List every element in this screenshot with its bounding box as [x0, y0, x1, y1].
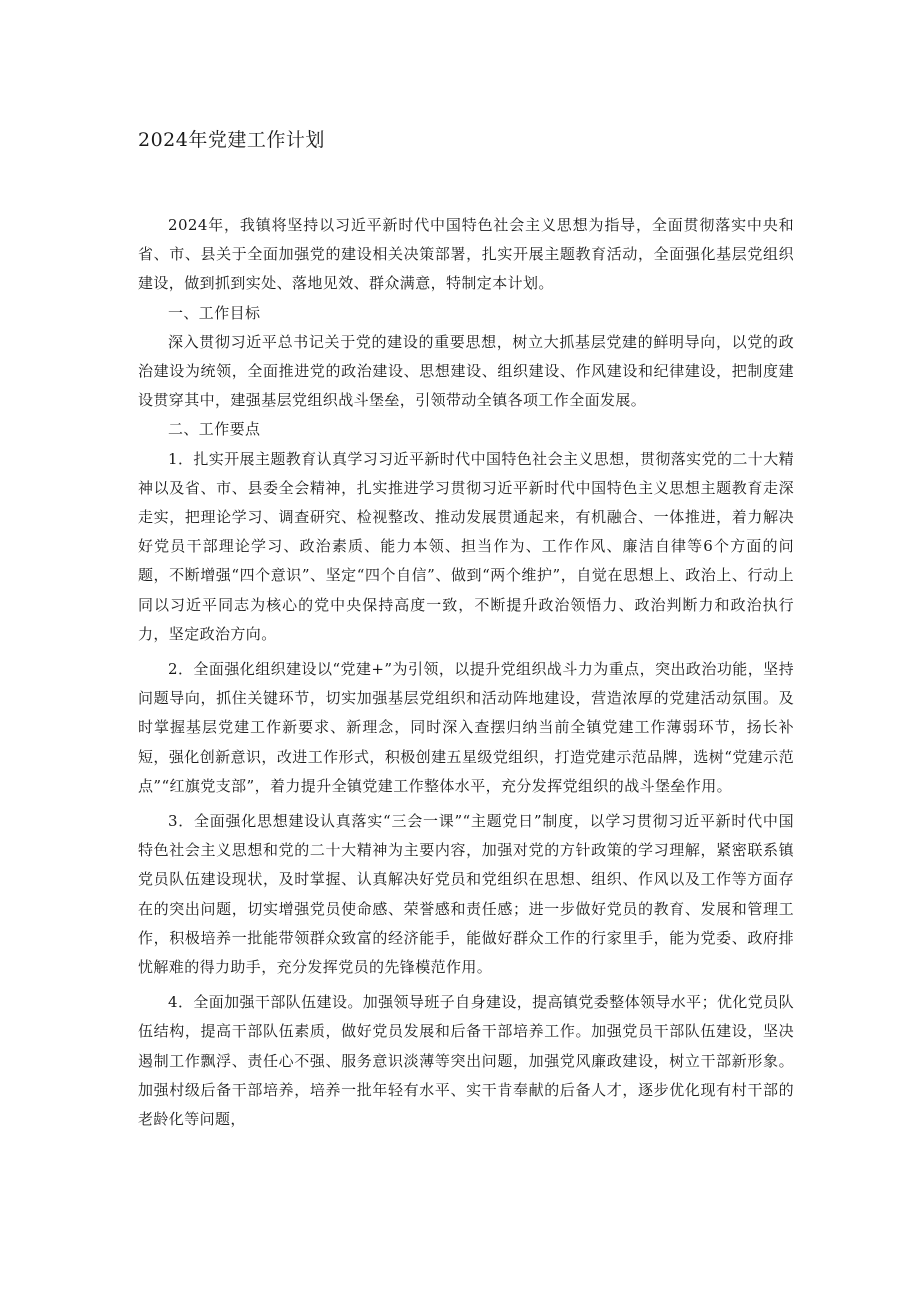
key-point-3: 3．全面强化思想建设认真落实“三会一课”“主题党日”制度，以学习贯彻习近平新时代中国特色社会主义思想和党的二十大精神为主要内容，加强对党的方针政策的学习理解，紧密联系镇党员队伍建设现状，及时掌握、认真解决好党员和党组织在思想、组织、作风以及工作等方面存在的突出问题，切实增强党员使命感、荣誉感和责任感；进一步做好党员的教育、发展和管理工作，积极培养一批能带领群众致富的经济能手，能做好群众工作的行家里手，能为党委、政府排忧解难的得力助手，充分发挥党员的先锋模范作用。 [138, 812, 794, 977]
goals-paragraph: 深入贯彻习近平总书记关于党的建设的重要思想，树立大抓基层党建的鲜明导向，以党的政治建设为统领，全面推进党的政治建设、思想建设、组织建设、作风建设和纪律建设，把制度建设贯穿其中，建强基层党组织战斗堡垒，引领带动全镇各项工作全面发展。 [138, 332, 794, 410]
intro-paragraph: 2024年，我镇将坚持以习近平新时代中国特色社会主义思想为指导，全面贯彻落实中央和省、市、县关于全面加强党的建设相关决策部署，扎实开展主题教育活动，全面强化基层党组织建设，做到抓到实处、落地见效、群众满意，特制定本计划。 [138, 216, 794, 293]
key-point-2: 2．全面强化组织建设以“党建+”为引领，以提升党组织战斗力为重点，突出政治功能，坚持问题导向，抓住关键环节，切实加强基层党组织和活动阵地建设，营造浓厚的党建活动氛围。及时掌握基层党建工作新要求、新理念，同时深入查摆归纳当前全镇党建工作薄弱环节，扬长补短，强化创新意识，改进工作形式，积极创建五星级党组织，打造党建示范品牌，选树“党建示范点”“红旗党支部”，着力提升全镇党建工作整体水平，充分发挥党组织的战斗堡垒作用。 [138, 660, 794, 795]
section-heading-goals: 一、工作目标 [168, 303, 261, 322]
key-point-1: 1．扎实开展主题教育认真学习习近平新时代中国特色社会主义思想，贯彻落实党的二十大精神以及省、市、县委全会精神，扎实推进学习贯彻习近平新时代中国特色主义思想主题教育走深走实，把理论学习、调查研究、检视整改、推动发展贯通起来，有机融合、一体推进，着力解决好党员干部理论学习、政治素质、能力本领、担当作为、工作作风、廉洁自律等6个方面的问题，不断增强“四个意识”、坚定“四个自信”、做到“两个维护”，自觉在思想上、政治上、行动上同以习近平同志为核心的党中央保持高度一致，不断提升政治领悟力、政治判断力和政治执行力，坚定政治方向。 [138, 449, 794, 643]
key-point-4: 4．全面加强干部队伍建设。加强领导班子自身建设，提高镇党委整体领导水平；优化党员队伍结构，提高干部队伍素质，做好党员发展和后备干部培养工作。加强党员干部队伍建设，坚决遏制工作飘浮、责任心不强、服务意识淡薄等突出问题，加强党风廉政建设，树立干部新形象。加强村级后备干部培养，培养一批年轻有水平、实干肯奉献的后备人才，逐步优化现有村干部的老龄化等问题， [138, 993, 794, 1129]
page-title: 2024年党建工作计划 [138, 129, 325, 151]
document-body [138, 211, 794, 1134]
section-heading-key-points: 二、工作要点 [168, 420, 261, 439]
